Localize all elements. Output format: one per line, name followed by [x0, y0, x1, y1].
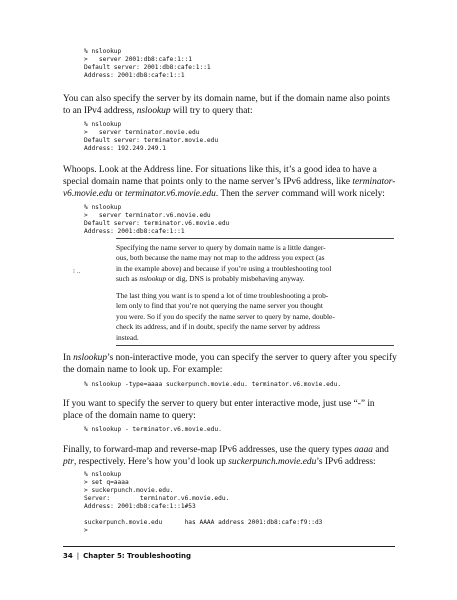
- text-run: such as: [116, 274, 140, 284]
- code-line: % nslookup: [84, 471, 122, 478]
- code-line: % nslookup: [84, 121, 122, 128]
- page-number: 34: [63, 552, 73, 560]
- text-run: and: [372, 445, 389, 455]
- note-paragraph-1: [116, 243, 388, 285]
- text-line: [63, 188, 395, 200]
- note-top-rule: [116, 238, 394, 239]
- footer-rule: [63, 546, 395, 547]
- paragraph-1: [63, 93, 395, 117]
- query-type: ptr: [63, 457, 74, 467]
- text-line: [63, 176, 395, 188]
- command-name: nslookup: [73, 353, 108, 363]
- text-run: special domain name that points only to the name server’s IPv6 address, like: [63, 177, 353, 187]
- code-line: Address: 2001:db8:cafe:1::1: [84, 228, 185, 235]
- code-line: > server 2001:db8:cafe:1::1: [84, 56, 193, 63]
- query-type: aaaa: [354, 445, 373, 455]
- domain-name: v6.movie.edu: [63, 189, 113, 199]
- command-name: server: [255, 189, 280, 199]
- text-run: command will work nicely:: [279, 189, 385, 199]
- page-footer: [63, 552, 191, 560]
- text-run: to an IPv4 address,: [63, 106, 137, 116]
- code-block-5: [84, 426, 222, 434]
- code-line: Default server: 2001:db8:cafe:1::1: [84, 64, 211, 71]
- text-line: [63, 352, 395, 364]
- text-line: The last thing you want is to spend a lot of time troubleshooting a prob-: [116, 291, 329, 300]
- text-line: [63, 444, 395, 456]
- code-line: Default server: terminator.movie.edu: [84, 137, 219, 144]
- code-block-3: [84, 204, 229, 236]
- text-run: or dig, DNS is probably misbehaving anyway.: [166, 274, 305, 284]
- domain-name: terminator-: [352, 177, 396, 187]
- code-block-1: [84, 48, 211, 80]
- command-name: nslookup: [139, 274, 167, 284]
- domain-name: suckerpunch.movie.edu: [228, 457, 317, 467]
- text-line: If you want to specify the server to query but enter interactive mode, just use “-” in: [63, 399, 375, 409]
- footer-separator: |: [76, 552, 80, 560]
- text-run: ’s IPv6 address:: [316, 457, 376, 467]
- code-line: % nslookup - terminator.v6.movie.edu.: [84, 426, 222, 433]
- code-line: % nslookup: [84, 204, 122, 211]
- text-run: . Then the: [215, 189, 256, 199]
- code-block-4: [84, 381, 341, 389]
- code-line: Address: 2001:db8:cafe:1::1#53: [84, 503, 196, 510]
- code-line: suckerpunch.movie.edu has AAAA address 2001:db8:cafe:f9::d3: [84, 519, 323, 526]
- code-line: [84, 511, 322, 519]
- paragraph-4: [63, 398, 395, 422]
- paragraph-5: [63, 444, 395, 468]
- text-run: will try to query that:: [170, 106, 253, 116]
- text-line: ous, both because the name may not map to the address you expect (as: [116, 253, 325, 263]
- text-run: or: [112, 189, 125, 199]
- text-line: [63, 105, 395, 117]
- text-run: In: [63, 353, 74, 363]
- code-line: > suckerpunch.movie.edu.: [84, 487, 174, 494]
- text-line: the domain name to look up. For example:: [63, 365, 223, 375]
- note-bottom-rule: [116, 345, 394, 346]
- text-line: lem only to find that you’re not querying the name server you thought: [116, 301, 323, 311]
- code-line: Default server: terminator.v6.movie.edu: [84, 220, 230, 227]
- chapter-title: Chapter 5: Troubleshooting: [83, 552, 191, 560]
- code-line: > set q=aaaa: [84, 479, 129, 486]
- paragraph-3: [63, 352, 395, 376]
- code-line: % nslookup -type=aaaa suckerpunch.movie.edu. terminator.v6.movie.edu.: [84, 381, 342, 388]
- code-block-2: [84, 121, 218, 153]
- code-line: Address: 2001:db8:cafe:1::1: [84, 72, 185, 79]
- text-line: Specifying the name server to query by domain name is a little danger-: [116, 243, 326, 252]
- code-line: Server: terminator.v6.movie.edu.: [84, 495, 230, 502]
- code-line: Address: 192.249.249.1: [84, 145, 166, 152]
- text-line: You can also specify the server by its domain name, but if the domain name also points: [63, 94, 390, 104]
- text-line: [63, 456, 395, 468]
- command-name: nslookup: [136, 106, 171, 116]
- text-line: you were. So if you do specify the name server to query by name, double-: [116, 311, 335, 321]
- text-run: ’s non-interactive mode, you can specify the server to query after you specify: [107, 353, 397, 363]
- text-line: check its address, and if in doubt, specify the name server by address: [116, 322, 321, 332]
- paragraph-2: [63, 164, 395, 200]
- text-line: Whoops. Look at the Address line. For situations like this, it’s a good idea to have a: [63, 165, 377, 175]
- text-run: Finally, to forward-map and reverse-map IPv6 addresses, use the query types: [63, 445, 355, 455]
- text-line: [116, 274, 388, 284]
- text-line: place of the domain name to query:: [63, 411, 196, 421]
- note-paragraph-2: [116, 291, 388, 343]
- code-line: >: [84, 527, 88, 534]
- code-line: % nslookup: [84, 48, 122, 55]
- code-line: > server terminator.v6.movie.edu: [84, 212, 211, 219]
- text-line: instead.: [116, 332, 139, 342]
- code-line: > server terminator.movie.edu: [84, 129, 200, 136]
- text-run: , respectively. Here’s how you’d look up: [73, 457, 229, 467]
- note-icon: ⁝ ..: [73, 268, 81, 275]
- text-line: in the example above) and because if you’re using a troubleshooting tool: [116, 263, 332, 273]
- domain-name: terminator.v6.movie.edu: [124, 189, 216, 199]
- code-block-6: [84, 471, 322, 535]
